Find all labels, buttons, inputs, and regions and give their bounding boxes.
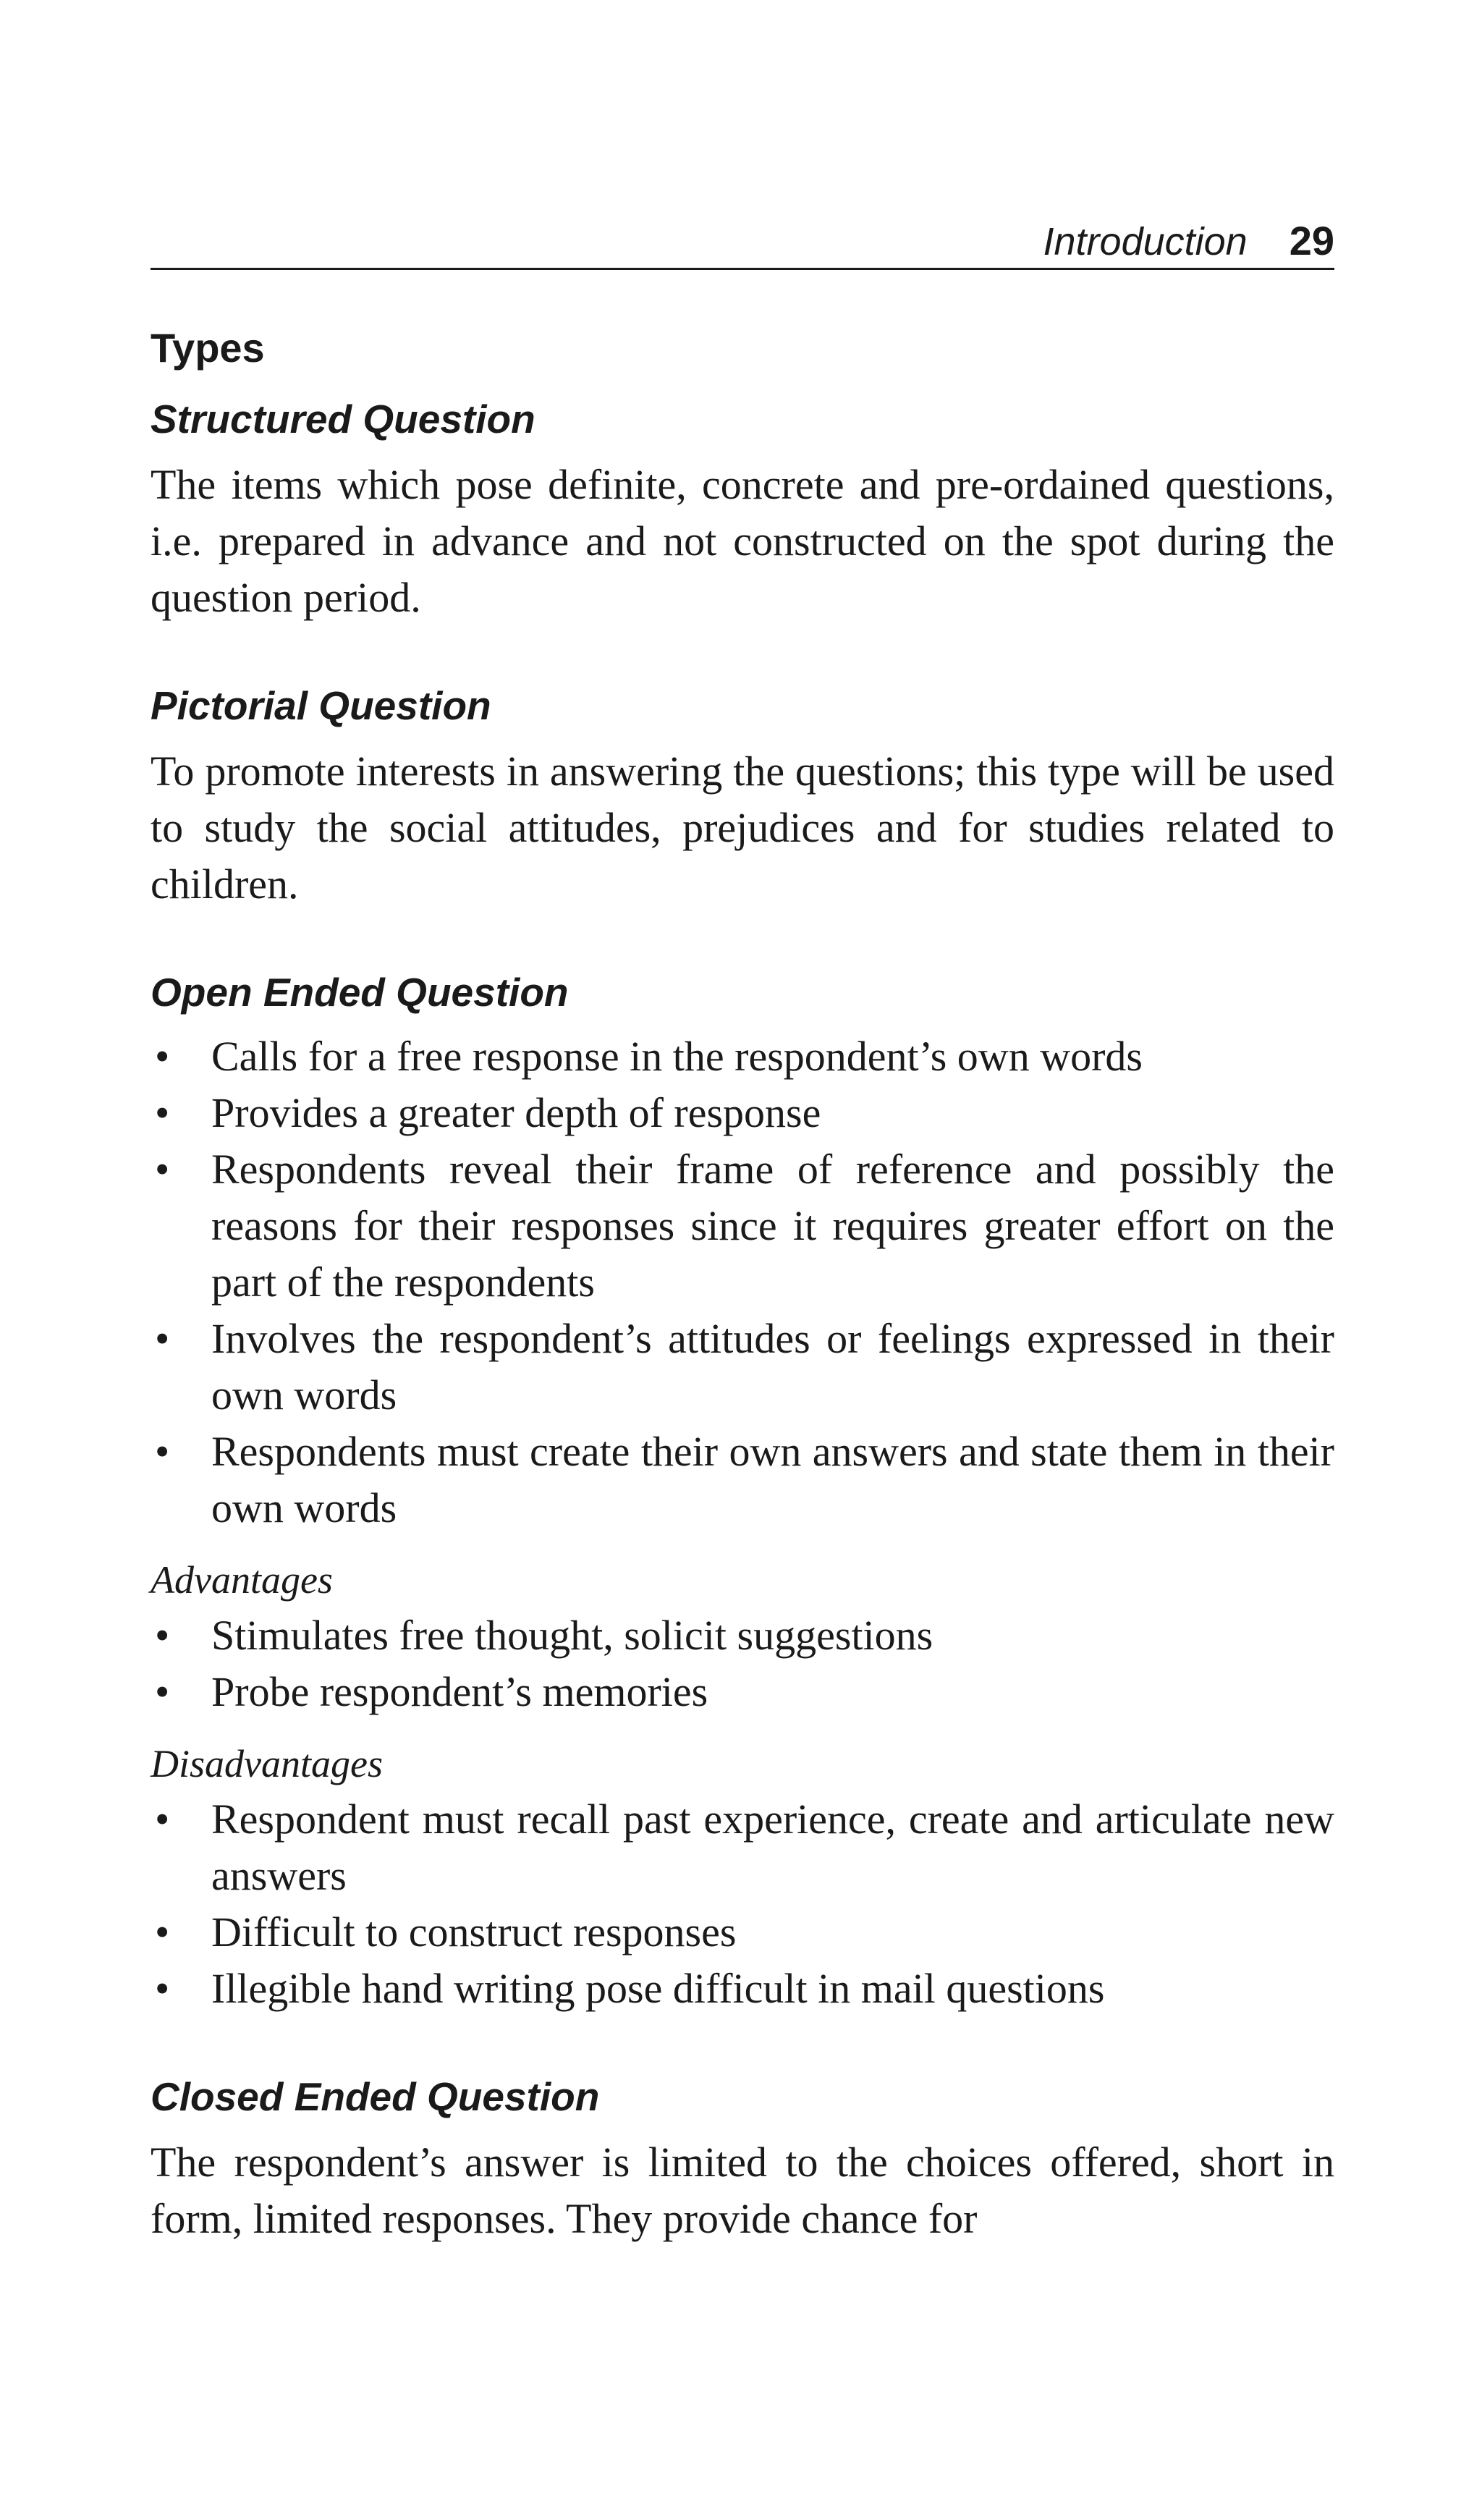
list-item-text: Calls for a free response in the respondent’s own words [211, 1033, 1143, 1080]
closed-ended-question-heading: Closed Ended Question [151, 2074, 600, 2119]
pictorial-question-text: To promote interests in answering the questions; this type will be used to study the social attitudes, prejudices and for studies related to children. [151, 748, 1334, 908]
running-head [151, 217, 1334, 270]
bullet-icon: • [155, 1908, 170, 1955]
list-item-text: Difficult to construct responses [211, 1908, 737, 1955]
closed-ended-question-text: The respondent’s answer is limited to the choices offered, short in form, limited responses. They provide chance for [151, 2139, 1334, 2242]
open-ended-points-list [151, 1028, 1334, 1536]
list-item-text: Illegible hand writing pose difficult in mail questions [211, 1965, 1105, 2012]
list-item [151, 1791, 1334, 1904]
list-item-text: Probe respondent’s memories [211, 1668, 708, 1715]
structured-question-text: The items which pose definite, concrete and pre-ordained questions, i.e. prepared in advance and not constructed on the spot during the question period. [151, 461, 1334, 621]
list-item [151, 1028, 1334, 1085]
list-item-text: Involves the respondent’s attitudes or feelings expressed in their own words [211, 1315, 1334, 1418]
advantages-list [151, 1607, 1334, 1720]
structured-question-heading: Structured Question [151, 397, 535, 441]
list-item [151, 1664, 1334, 1720]
bullet-icon: • [155, 1796, 170, 1843]
book-page [151, 217, 1334, 2247]
list-item-text: Respondents must create their own answers and state them in their own words [211, 1428, 1334, 1531]
list-item-text: Provides a greater depth of response [211, 1089, 821, 1136]
list-item [151, 1961, 1334, 2017]
bullet-icon: • [155, 1428, 170, 1475]
list-item [151, 1141, 1334, 1311]
list-item-text: Stimulates free thought, solicit suggestions [211, 1612, 933, 1659]
bullet-icon: • [155, 1315, 170, 1362]
running-head-title: Introduction [1043, 220, 1248, 263]
list-item [151, 1607, 1334, 1664]
disadvantages-list [151, 1791, 1334, 2017]
list-item [151, 1085, 1334, 1141]
list-item-text: Respondents reveal their frame of reference and possibly the reasons for their responses since it requires greater effort on the part of the respondents [211, 1146, 1334, 1306]
disadvantages-heading: Disadvantages [151, 1742, 383, 1785]
bullet-icon: • [155, 1612, 170, 1659]
list-item [151, 1904, 1334, 1961]
list-item [151, 1424, 1334, 1536]
bullet-icon: • [155, 1146, 170, 1193]
bullet-icon: • [155, 1965, 170, 2012]
section-heading-types: Types [151, 325, 265, 371]
open-ended-question-heading: Open Ended Question [151, 970, 569, 1015]
bullet-icon: • [155, 1089, 170, 1136]
bullet-icon: • [155, 1033, 170, 1080]
bullet-icon: • [155, 1668, 170, 1715]
pictorial-question-heading: Pictorial Question [151, 683, 491, 728]
advantages-heading: Advantages [151, 1558, 333, 1602]
list-item-text: Respondent must recall past experience, create and articulate new answers [211, 1796, 1334, 1899]
list-item [151, 1311, 1334, 1424]
page-number: 29 [1289, 218, 1334, 263]
